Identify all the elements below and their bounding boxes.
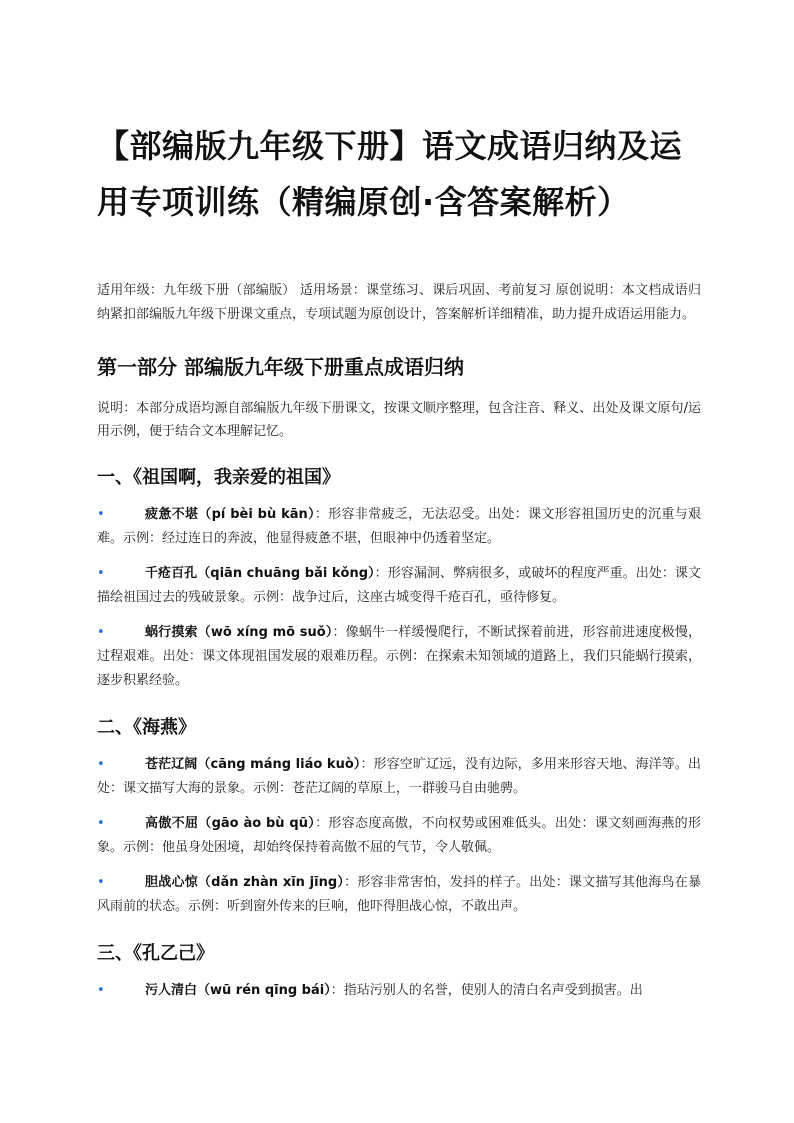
- document-meta: 适用年级：九年级下册（部编版） 适用场景：课堂练习、课后巩固、考前复习 原创说明：本文档成语归纳紧扣部编版九年级下册课文重点，专项试题为原创设计，答案解析详细精准，助力提升成语运用能力。: [97, 283, 701, 322]
- idiom-list: [97, 503, 701, 693]
- idiom-item: [97, 871, 701, 919]
- idiom-item: [97, 562, 701, 610]
- idiom-explanation: ：形容空旷辽远，没有边际，多用来形容天地、海洋等。出处：课文描写大海的景象。示例：苍茫辽阔的草原上，一群骏马自由驰骋。: [97, 757, 701, 796]
- bullet-icon: •: [97, 625, 105, 640]
- idiom-explanation: ：形容非常害怕，发抖的样子。出处：课文描写其他海鸟在暴风雨前的状态。示例：听到窗外传来的巨响，他吓得胆战心惊，不敢出声。: [97, 875, 701, 914]
- idiom-pinyin: （wō xíng mō suǒ）: [197, 625, 333, 640]
- idiom-term: 蜗行摸索: [145, 625, 198, 640]
- idiom-explanation: ：形容态度高傲，不向权势或困难低头。出处：课文刻画海燕的形象。示例：他虽身处困境，却始终保持着高傲不屈的气节，令人敬佩。: [97, 816, 701, 855]
- part-title: 第一部分 部编版九年级下册重点成语归纳: [97, 355, 464, 379]
- bullet-icon: •: [97, 875, 105, 890]
- idiom-term: 高傲不屈: [145, 816, 199, 831]
- idiom-pinyin: （gāo ào bù qū）: [198, 816, 316, 831]
- idiom-item: [97, 753, 701, 801]
- idiom-explanation: ：形容非常疲乏，无法忍受。出处：课文形容祖国历史的沉重与艰难。示例：经过连日的奔波，他显得疲惫不堪，但眼神中仍透着坚定。: [97, 507, 701, 546]
- idiom-item: [97, 503, 701, 551]
- idiom-pinyin: （cāng máng liáo kuò）: [197, 757, 361, 772]
- bullet-icon: •: [97, 816, 105, 831]
- document-page: [97, 118, 701, 1014]
- idiom-explanation: ：像蜗牛一样缓慢爬行，不断试探着前进，形容前进速度极慢，过程艰难。出处：课文体现祖国发展的艰难历程。示例：在探索未知领域的道路上，我们只能蜗行摸索，逐步积累经验。: [97, 625, 701, 688]
- section-title: 三、《孔乙己》: [97, 943, 214, 964]
- idiom-term: 疲惫不堪: [145, 507, 199, 522]
- document-title: 【部编版九年级下册】语文成语归纳及运用专项训练（精编原创·含答案解析）: [97, 127, 683, 221]
- idiom-pinyin: （dǎn zhàn xīn jīng）: [197, 875, 345, 890]
- bullet-icon: •: [97, 566, 105, 581]
- idiom-term: 污人清白: [145, 983, 198, 998]
- idiom-list: [97, 979, 701, 1003]
- bullet-icon: •: [97, 757, 105, 772]
- idiom-pinyin: （pí bèi bù kān）: [198, 507, 315, 522]
- idiom-term: 胆战心惊: [145, 875, 198, 890]
- idiom-term: 苍茫辽阔: [145, 757, 198, 772]
- bullet-icon: •: [97, 507, 105, 522]
- idiom-list: [97, 753, 701, 919]
- idiom-pinyin: （wū rén qīng bái）: [197, 983, 331, 998]
- section-title: 一、《祖国啊，我亲爱的祖国》: [97, 467, 340, 488]
- part-description: 说明：本部分成语均源自部编版九年级下册课文，按课文顺序整理，包含注音、释义、出处及课文原句/运用示例，便于结合文本理解记忆。: [97, 401, 701, 439]
- idiom-item: [97, 621, 701, 693]
- idiom-pinyin: （qiān chuāng bǎi kǒng）: [197, 566, 375, 581]
- bullet-icon: •: [97, 983, 105, 998]
- idiom-explanation: ：形容漏洞、弊病很多，或破坏的程度严重。出处：课文描绘祖国过去的残破景象。示例：战争过后，这座古城变得千疮百孔，亟待修复。: [97, 566, 701, 605]
- idiom-item: [97, 979, 701, 1003]
- idiom-explanation: ：指玷污别人的名誉，使别人的清白名声受到损害。出: [330, 983, 643, 998]
- idiom-item: [97, 812, 701, 860]
- section-title: 二、《海燕》: [97, 717, 196, 738]
- idiom-term: 千疮百孔: [145, 566, 198, 581]
